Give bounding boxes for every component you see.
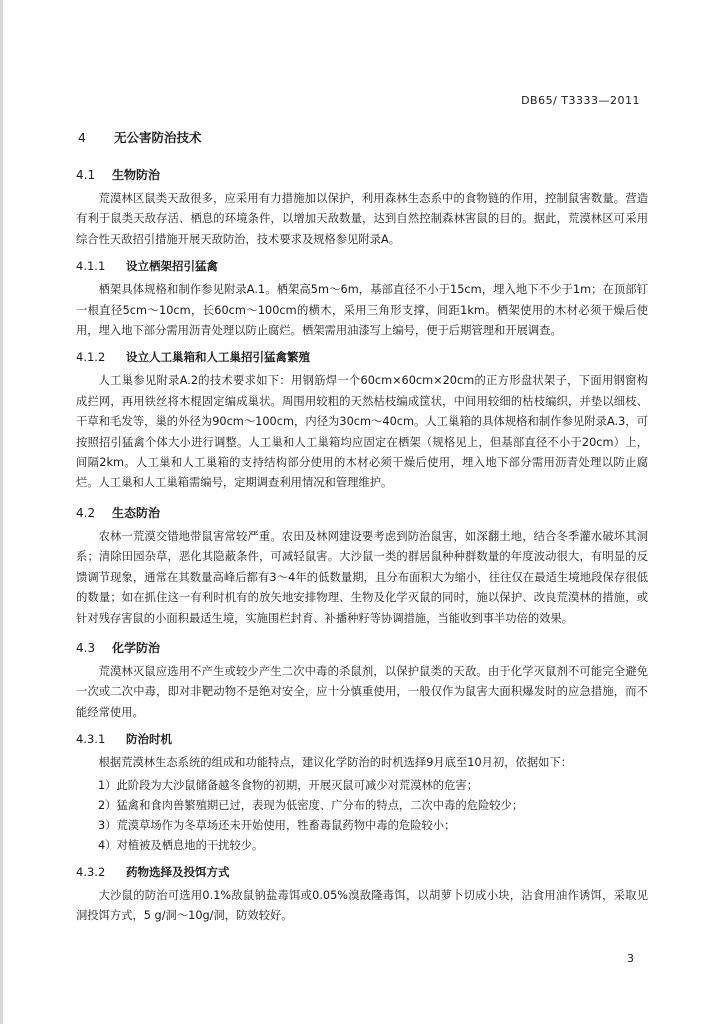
section-number: 4.3.1 xyxy=(76,732,106,747)
section-number: 4.2 xyxy=(76,505,96,520)
scan-edge xyxy=(0,0,3,1024)
section-4-1-1-heading xyxy=(76,258,648,274)
section-title: 设立人工巢箱和人工巢招引猛禽繁殖 xyxy=(126,350,310,365)
section-number: 4.1.2 xyxy=(76,350,106,365)
section-title: 设立栖架招引猛禽 xyxy=(126,259,218,274)
paragraph: 根据荒漠林生态系统的组成和功能特点，建议化学防治的时机选择9月底至10月初，依据如下： xyxy=(98,756,573,770)
section-title: 药物选择及投饵方式 xyxy=(126,864,230,879)
section-4-1-heading xyxy=(76,166,648,183)
list-item: 2）猛禽和食肉兽繁殖期已过，表现为低密度、广分布的特点，二次中毒的危险较少； xyxy=(98,798,524,812)
section-number: 4.3 xyxy=(76,640,96,655)
section-number: 4.1 xyxy=(76,168,96,182)
paragraph: 大沙鼠的防治可选用0.1%敌鼠钠盐毒饵或0.05%溴敌隆毒饵，以胡萝卜切成小块，沾食用油作诱饵，采取见洞投饵方式，5 g/洞～10g/洞，防效较好。 xyxy=(76,888,648,922)
section-4-3-1-heading xyxy=(76,731,648,747)
section-number: 4.1.1 xyxy=(76,259,106,274)
list-item: 3）荒漠草场作为冬草场还未开始使用，牲畜毒鼠药物中毒的危险较小； xyxy=(98,818,456,832)
section-4-1-2-heading xyxy=(76,349,648,365)
section-number: 4 xyxy=(78,130,86,145)
document-body xyxy=(76,128,648,928)
paragraph: 农林一荒漠交错地带鼠害常较严重。农田及林网建设要考虑到防治鼠害，如深翻土地，结合冬季灌水破坏其洞系；清除田园杂草，恶化其隐蔽条件，可减轻鼠害。大沙鼠一类的群居鼠种种群数量的年度波动很大，有明显的反馈调节现象，通常在其数量高峰后都有3～4年的低数量期，且分布面积大为缩小，往往仅在最适生境地段保存很低的数量；如在抓住这一有利时机有的放矢地安排物理、生物及化学灭鼠的同时，施以保护、改良荒漠林的措施，或针对残存害鼠的小面积最适生境，实施围栏封育、补播种籽等协调措施，当能收到事半功倍的效果。 xyxy=(76,529,648,625)
paragraph: 人工巢参见附录A.2的技术要求如下：用钢筋焊一个60cm×60cm×20cm的正方形盘状架子，下面用钢窗构成拦网，再用铁丝将木棍固定编成巢状。周围用较粗的天然枯枝编成筐状，中间用较细的枯枝编织，并垫以细枝、干草和毛发等，巢的外径为90cm～100cm，内径为30cm～40cm。人工巢箱的具体规格和制作参见附录A.3，可按照招引猛禽个体大小进行调整。人工巢和人工巢箱均应固定在栖架（规格见上，但基部直径不小于20cm）上，间隔2km。人工巢和人工巢箱的支持结构部分使用的木材必须干燥后使用，埋入地下部分需用沥青处理以防止腐烂。人工巢和人工巢箱需编号，定期调查利用情况和管理维护。 xyxy=(76,374,648,490)
paragraph: 荒漠林灭鼠应选用不产生或较少产生二次中毒的杀鼠剂，以保护鼠类的天敌。由于化学灭鼠剂不可能完全避免一次或二次中毒，即对非靶动物不是绝对安全，应十分慎重使用，一般仅作为鼠害大面积爆发时的应急措施，而不能经常使用。 xyxy=(76,664,648,719)
section-title: 生态防治 xyxy=(112,505,161,520)
section-title: 生物防治 xyxy=(112,168,161,182)
section-title: 无公害防治技术 xyxy=(114,130,202,145)
section-4-heading xyxy=(78,128,648,146)
section-title: 防治时机 xyxy=(126,732,172,747)
page-number: 3 xyxy=(627,952,634,965)
section-4-3-heading xyxy=(76,639,648,656)
section-number: 4.3.2 xyxy=(76,864,106,879)
paragraph: 栖架具体规格和制作参见附录A.1。栖架高5m～6m，基部直径不小于15cm，埋入地下不少于1m；在顶部钉一根直径5cm～10cm，长60cm～100cm的横木，采用三角形支撑，间距1km。栖架使用的木材必须干燥后使用，埋入地下部分需用沥青处理以防止腐烂。栖架需用油漆写上编号，便于后期管理和开展调查。 xyxy=(76,283,648,338)
paragraph: 荒漠林区鼠类天敌很多，应采用有力措施加以保护，利用森林生态系中的食物链的作用，控制鼠害数量。营造有利于鼠类天敌存活、栖息的环境条件，以增加天敌数量，达到自然控制森林害鼠的目的。据此，荒漠林区可采用综合性天敌招引措施开展天敌防治，技术要求及规格参见附录A。 xyxy=(76,192,648,246)
section-title: 化学防治 xyxy=(112,640,161,655)
list-item: 4）对植被及栖息地的干扰较少。 xyxy=(98,838,264,852)
section-4-3-2-heading xyxy=(76,864,648,880)
list-item: 1）此阶段为大沙鼠储备越冬食物的初期，开展灭鼠可减少对荒漠林的危害； xyxy=(98,778,478,792)
document-code: DB65/ T3333—2011 xyxy=(521,94,640,107)
section-4-2-heading xyxy=(76,504,648,521)
